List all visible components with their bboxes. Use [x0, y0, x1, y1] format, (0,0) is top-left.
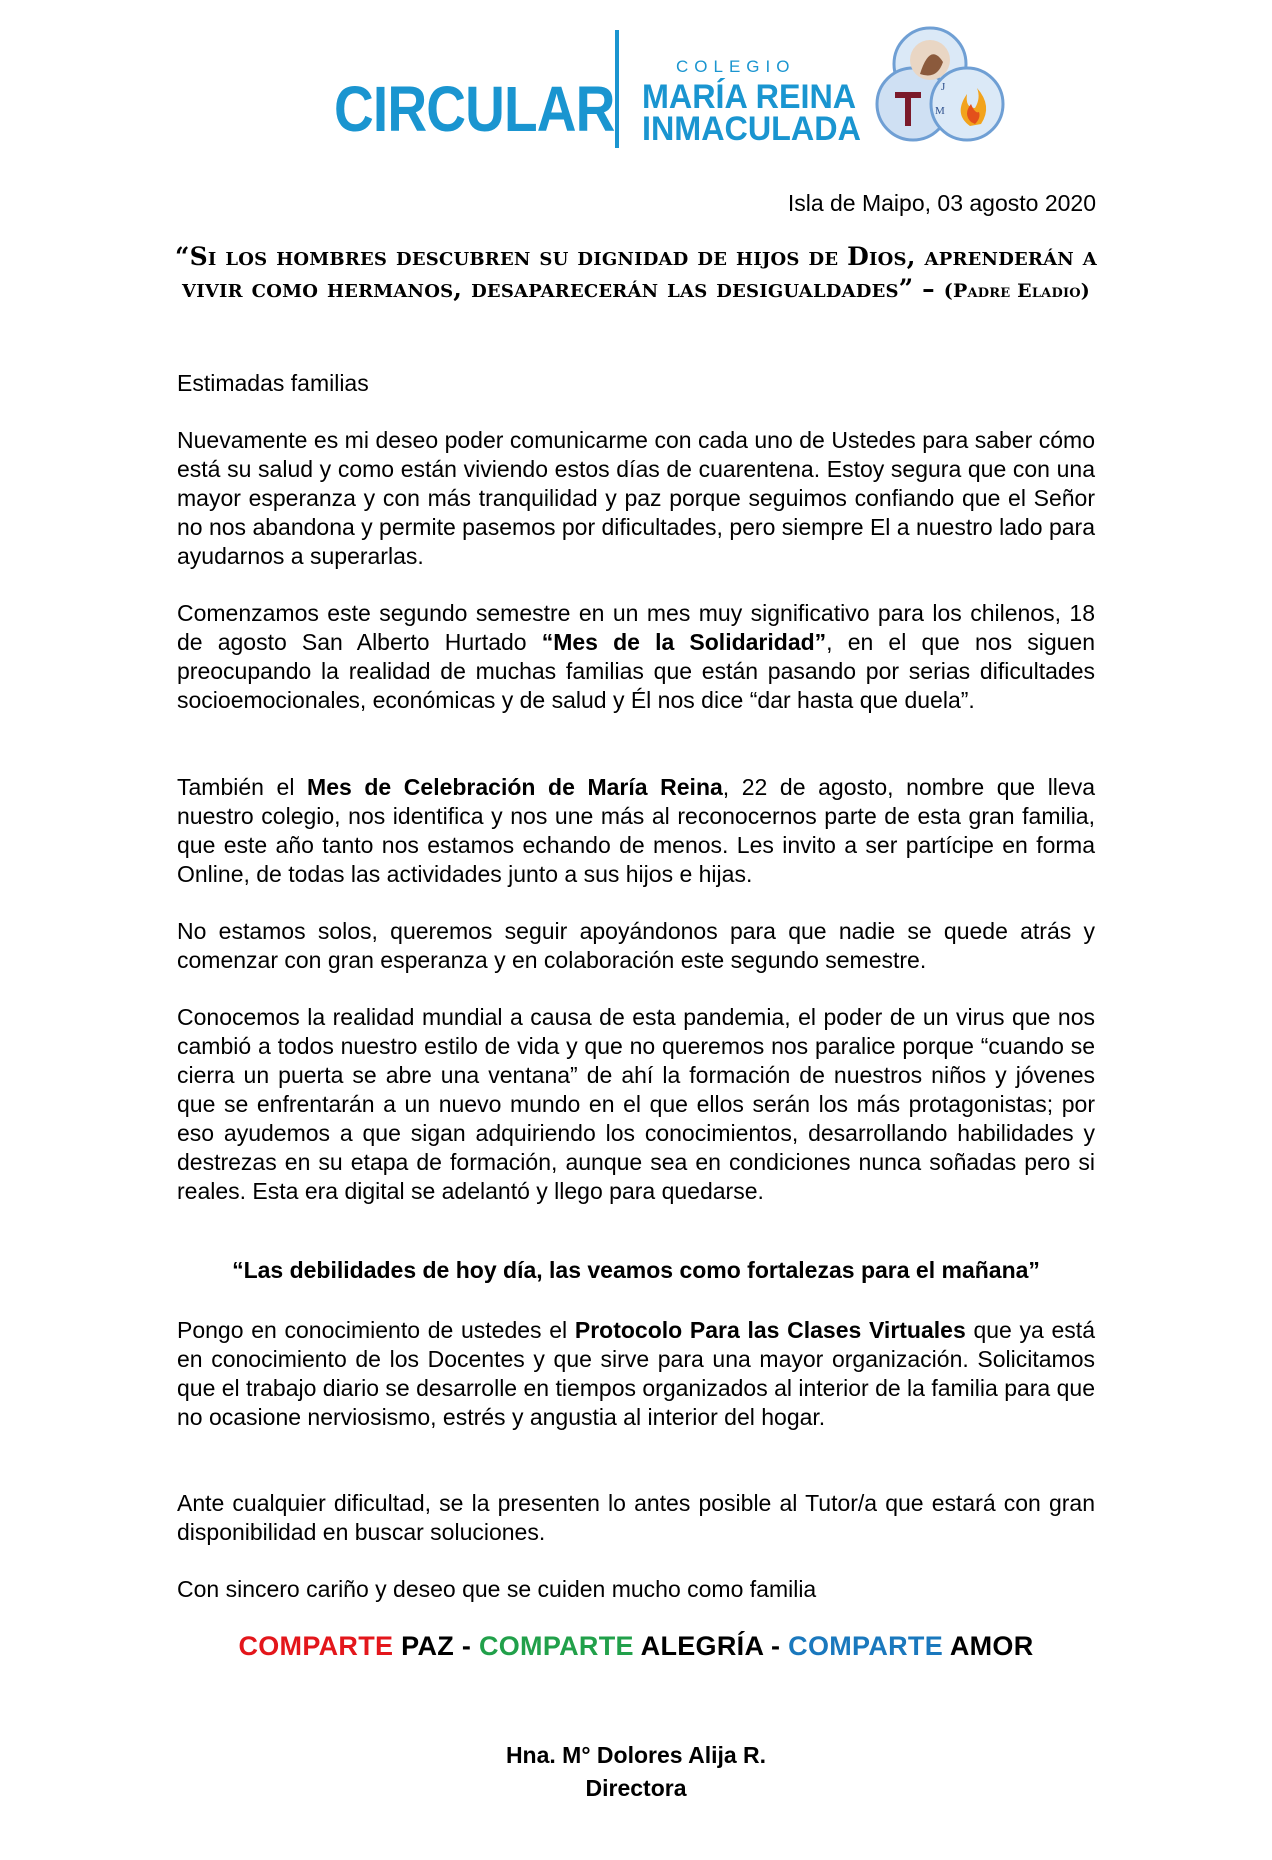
maria-reina-highlight: Mes de Celebración de María Reina	[307, 774, 723, 800]
school-name-line2: INMACULADA	[642, 110, 861, 148]
logo-letter-m: M	[935, 105, 945, 117]
paragraph-4: No estamos solos, queremos seguir apoyándonos para que nadie se quede atrás y comenzar con gran esperanza y en colaboración este segundo semestre.	[177, 918, 1095, 973]
school-prefix: COLEGIO	[676, 57, 796, 76]
motto-word-1: PAZ -	[393, 1631, 479, 1661]
paragraph-6	[177, 1316, 1095, 1432]
opening-quote	[160, 241, 1112, 307]
logo-letter-j: J	[941, 81, 946, 93]
greeting: Estimadas familias	[177, 370, 369, 396]
paragraph-5: Conocemos la realidad mundial a causa de esta pandemia, el poder de un virus que nos cambió a todos nuestro estilo de vida y que no queremos nos paralice porque “cuando se cierra un puerta se abre una ventana” de ahí la formación de nuestros niños y jóvenes que se enfrentarán a un nuevo mundo en el que ellos serán los más protagonistas; por eso ayudemos a que sigan adquiriendo los conocimientos, desarrollando habilidades y destrezas en su etapa de formación, aunque sea en condiciones nunca soñadas pero si reales. Esta era digital se adelantó y llego para quedarse.	[177, 1004, 1095, 1204]
signature-title: Directora	[585, 1775, 687, 1801]
motto-word-2: ALEGRÍA -	[633, 1631, 789, 1661]
motto-line	[0, 1631, 1272, 1662]
paragraph-3	[177, 773, 1095, 889]
paragraph-6-text-a: Pongo en conocimiento de ustedes el	[177, 1317, 575, 1343]
signature-name: Hna. M° Dolores Alija R.	[505, 1742, 767, 1768]
motto-word-3: AMOR	[943, 1631, 1034, 1661]
opening-quote-attribution: (Padre Eladio)	[943, 280, 1090, 302]
circular-title: CIRCULAR	[334, 73, 615, 145]
motto-comparte-2: COMPARTE	[478, 1631, 634, 1661]
protocol-highlight: Protocolo Para las Clases Virtuales	[574, 1317, 966, 1343]
motto-comparte-3: COMPARTE	[788, 1631, 944, 1661]
paragraph-6-text-b: que ya está en conocimiento de los Docentes y que sirve para una mayor organización. Solicitamos que el trabajo diario se desarrolle en tiempos organizados al interior de la familia para que no ocasione nerviosismo, estrés y angustia al interior del hogar.	[177, 1317, 1095, 1430]
letter-date: Isla de Maipo, 03 agosto 2020	[787, 190, 1096, 216]
paragraph-2	[177, 599, 1095, 715]
letterhead	[330, 22, 1010, 152]
header-divider	[615, 30, 619, 148]
school-name-line1: MARÍA REINA	[642, 78, 857, 116]
paragraph-2-text-a: Comenzamos este segundo semestre en un mes muy significativo para los chilenos, 18 de agosto San Alberto Hurtado	[177, 600, 1095, 655]
paragraph-8: Con sincero cariño y deseo que se cuiden mucho como familia	[177, 1576, 817, 1602]
solidarity-month-highlight: “Mes de la Solidaridad”	[541, 629, 827, 655]
paragraph-7: Ante cualquier dificultad, se la presenten lo antes posible al Tutor/a que estará con gran disponibilidad en buscar soluciones.	[177, 1490, 1095, 1545]
school-logo-icon	[875, 22, 1010, 152]
opening-quote-text: “Si los hombres descubren su dignidad de hijos de Dios, aprenderán a vivir como hermanos, desaparecerán las desigualdades” –	[175, 242, 1097, 303]
motto-comparte-1: COMPARTE	[238, 1631, 394, 1661]
closing-quote: “Las debilidades de hoy día, las veamos como fortalezas para el mañana”	[232, 1257, 1040, 1283]
paragraph-3-text-b: , 22 de agosto, nombre que lleva nuestro colegio, nos identifica y nos une más al reconocernos parte de esta gran familia, que este año tanto nos estamos echando de menos. Les invito a ser partícipe en forma Online, de todas las actividades junto a sus hijos e hijas.	[177, 774, 1095, 887]
paragraph-2-text-b: , en el que nos siguen preocupando la realidad de muchas familias que están pasando por serias dificultades socioemocionales, económicas y de salud y Él nos dice “dar hasta que duela”.	[177, 629, 1095, 713]
paragraph-1: Nuevamente es mi deseo poder comunicarme con cada uno de Ustedes para saber cómo está su salud y como están viviendo estos días de cuarentena. Estoy segura que con una mayor esperanza y con más tranquilidad y paz porque seguimos confiando que el Señor no nos abandona y permite pasemos por dificultades, pero siempre El a nuestro lado para ayudarnos a superarlas.	[177, 427, 1095, 569]
paragraph-3-text-a: También el	[177, 774, 308, 800]
